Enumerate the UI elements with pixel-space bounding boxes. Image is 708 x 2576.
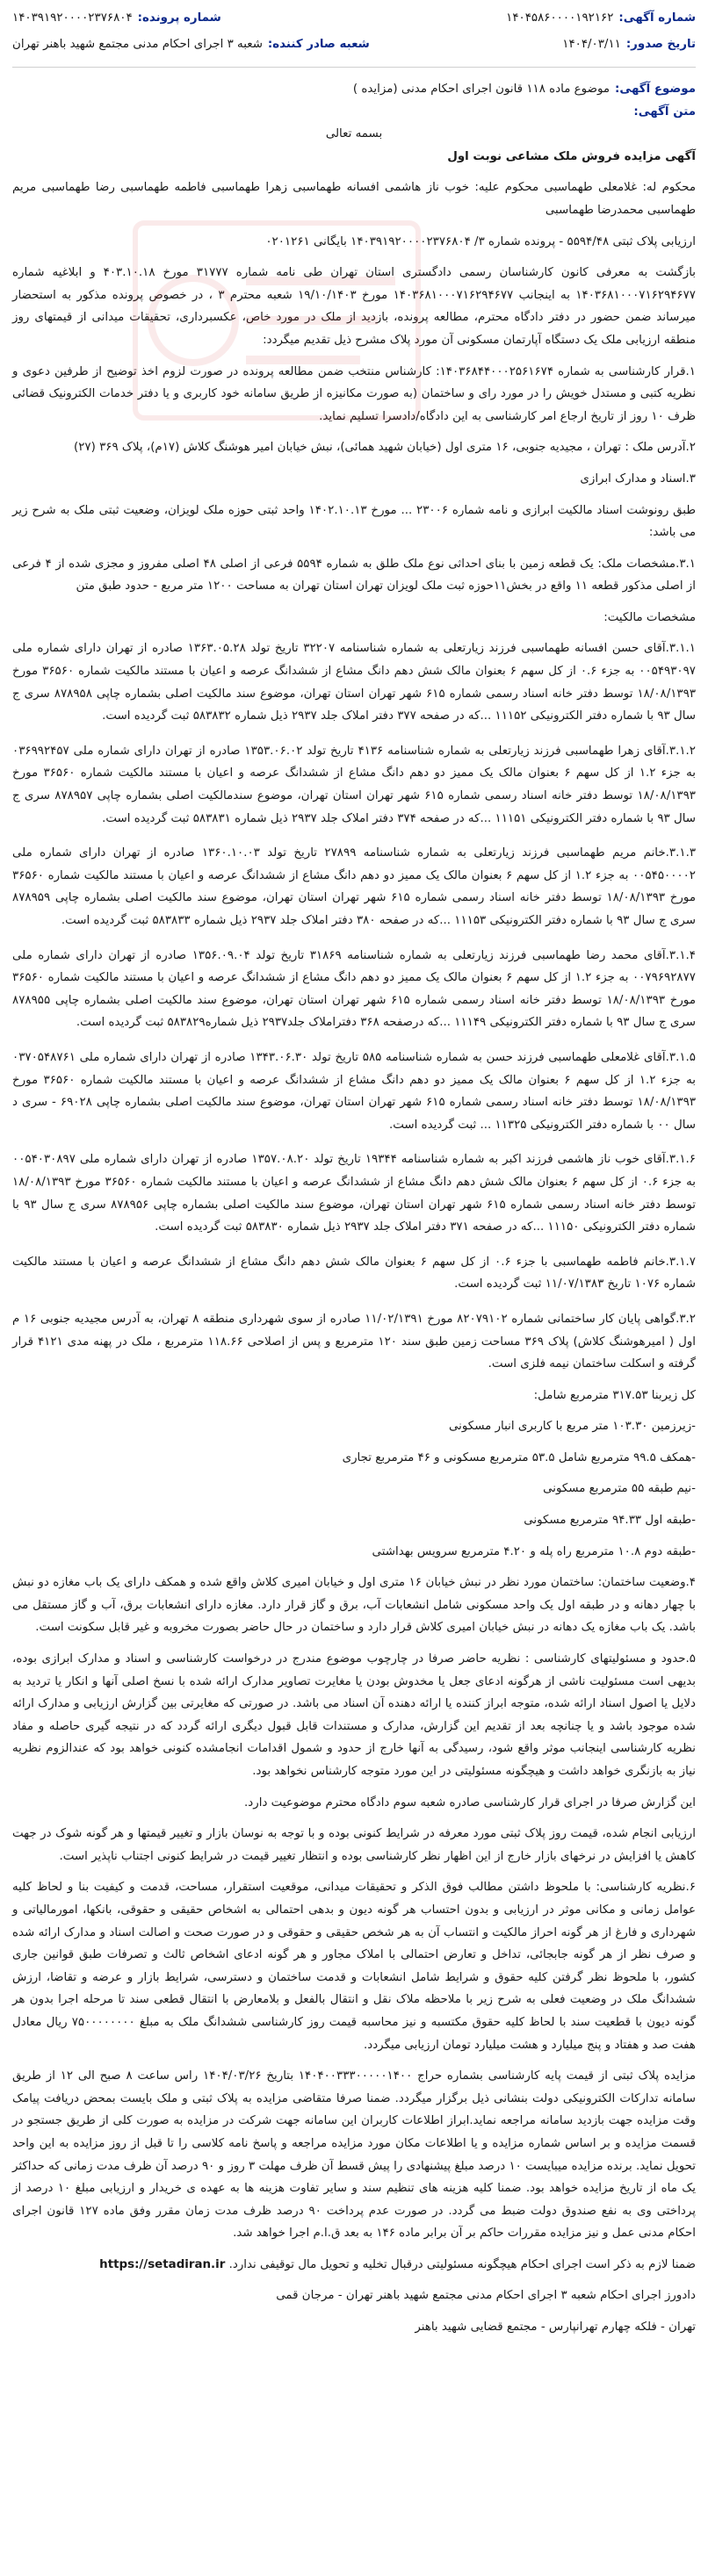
owner-3-1-7: ۳.۱.۷.خانم فاطمه طهماسبی با جزء ۰.۶ از کل سهم ۶ بعنوان مالک شش دهم دانگ مشاع از ششدانگ عرصه و اعیان با مستند مالکیت شماره ۱۰۷۶ تاریخ ۱۱/۰۷/۱۳۸۳ ثبت گردیده است. <box>12 1255 696 1292</box>
owner-3-1-4: ۳.۱.۴.آقای محمد رضا طهماسبی فرزند زیارتعلی به شماره شناسنامه ۳۱۸۶۹ تاریخ تولد ۱۳۵۶.۰۹.۰۴ صادره از تهران دارای شماره ملی ۰۰۷۹۶۹۲۸۷۷ به جزء ۱.۲ از کل سهم ۶ بعنوان مالک یک ممیز دو دهم دانگ مشاع از ششدانگ عرصه و اعیان با مستند مالکیت شماره ۳۶۵۶۰ مورخ ۱۸/۰۸/۱۳۹۳ توسط دفتر خانه اسناد رسمی شماره ۶۱۵ شهر تهران استان تهران، موضوع سند مالکیت اصلی بشماره چاپی ۸۷۸۹۵۵ سری ج سال ۹۳ با شماره دفتر الکترونیکی ۱۱۱۴۹ ...که درصفحه ۳۶۸ دفتراملاک جلد۲۹۳۷ ذیل شماره۵۸۳۸۲۹ ثبت گردیده است. <box>12 948 696 1030</box>
file-number-label: شماره پرونده: <box>137 11 221 25</box>
area-second-floor: -طبقه دوم ۱۰.۸ مترمربع راه پله و ۴.۲۰ مترمربع سرویس بهداشتی <box>372 1544 696 1558</box>
subject-row <box>12 78 696 101</box>
ad-number-label: شماره آگهی: <box>618 11 696 25</box>
section-2-address: ۲.آدرس ملک : تهران ، مجیدیه جنوبی، ۱۶ متری اول (خیابان شهید همائی)، نبش خیابان امیر هوشنگ کلاش (۱۷م)، پلاک ۳۶۹ (۲۷) <box>73 441 696 455</box>
owner-3-1-5: ۳.۱.۵.آقای غلامعلی طهماسبی فرزند حسن به شماره شناسنامه ۵۸۵ تاریخ تولد ۱۳۴۳.۰۶.۳۰ صادره از تهران دارای شماره ملی ۰۳۷۰۵۴۸۷۶۱ به جزء ۱.۲ از کل سهم ۶ بعنوان مالک یک ممیز دو دهم دانگ مشاع از ششدانگ عرصه و اعیان با مستند مالکیت شماره ۳۶۵۶۰ مورخ ۱۸/۰۸/۱۳۹۳ توسط دفتر خانه اسناد رسمی شماره ۶۱۵ شهر تهران استان تهران، موضوع سند مالکیت اصلی بشماره چاپی ۶۹۰۲۸ - سری د سال ۰۰ با شماره دفتر الکترونیکی ۱۱۳۲۵ ... ثبت گردیده است. <box>12 1050 697 1132</box>
subject-value: موضوع ماده ۱۱۸ قانون اجرای احکام مدنی (مزایده ) <box>352 83 610 96</box>
issue-date: ۱۴۰۴/۰۳/۱۱ <box>562 38 621 52</box>
notice-body <box>12 146 696 2339</box>
section-4-building-status: ۴.وضعیت ساختمان: ساختمان مورد نظر در نبش خیابان ۱۶ متری اول و خیابان امیری کلاش واقع شده و همکف دارای یک باب مغازه دو نبش با چهار دهانه و در طبقه اول یک واحد مسکونی شامل انشعابات آب، برق و گاز قرار دارد. مغازه دارای انشعابات برق، آب و گاز مستقل می باشد. یک باب مغازه یک دهانه در نبش خیابان امیری کلاش قرار دارد و ساختمان در حال حاضر بصورت مخروبه و غیر قابل سکونت است. <box>12 1576 696 1635</box>
header-divider <box>12 67 696 68</box>
text-label: متن آگهی: <box>633 104 696 119</box>
owner-3-1-6: ۳.۱.۶.آقای خوب ناز هاشمی فرزند اکبر به شماره شناسنامه ۱۹۳۴۴ تاریخ تولد ۱۳۵۷.۰۸.۲۰ صادره از تهران دارای شماره ملی ۰۰۵۴۰۳۰۸۹۷ به جزء ۰.۶ از کل سهم ۶ بعنوان مالک شش دهم دانگ مشاع از ششدانگ عرصه و اعیان با مستند مالکیت شماره ۳۶۵۶۰ مورخ ۱۸/۰۸/۱۳۹۳ توسط دفتر خانه اسناد رسمی شماره ۶۱۵ شهر تهران استان تهران، موضوع سند مالکیت اصلی بشماره چاپی ۸۷۸۹۵۶ سری ج سال ۹۳ با شماره دفتر الکترونیکی ۱۱۱۵۰ ...که در صفحه ۳۷۱ دفتر املاک جلد ۲۹۳۷ ذیل شماره ۵۸۳۸۳۰ ثبت گردیده است. <box>12 1153 696 1234</box>
issuing-branch-block <box>12 33 370 56</box>
signoff-line-2: تهران - فلکه چهارم تهرانپارس - مجتمع قضایی شهید باهنر <box>415 2321 696 2335</box>
auction-terms: مزایده پلاک ثبتی از قیمت پایه کارشناسی بشماره حراج ۱۴۰۴۰۰۳۳۳۰۰۰۰۰۱۴۰۰ بتاریخ ۱۴۰۴/۰۳/۲۶ راس ساعت ۸ صبح الی ۱۲ از طریق سامانه تدارکات الکترونیکی دولت بنشانی ذیل برگزار میگردد. ضمنا صرفا متقاضی مزایده به پلاک ثبتی و ملک بایست بمحض دریافت پیامک وقت مزایده جهت بازدید سامانه مراجعه نماید.ابراز اطلاعات کاربران این سامانه جهت شرکت در مزایده به صورت کلی از طریق جستجو در قسمت مزایده و بر اساس شماره مزایده و یا اطلاعات مکان مورد مزایده مراجعه و پاسخ نامه کلاسی را تا قبل از روز مزایده به این واحد تحویل نماید. برنده مزایده میبایست ۱۰ درصد مبلغ پیشنهادی را پیش قسط آن ظرف مهلت ۳ روز و ۹۰ درصد آن ظرف مدت زمانی که حداکثر یک ماه از تاریخ مزایده خواهد بود. ضمنا کلیه هزینه های تنظیم سند و سایر تفاوت هزینه ها به عهده ی خریدار و ارزیابی مبلغ ۱۰ درصد از پرداختی وی به نفع صندوق دولت ضبط می گردد. در صورت عدم پرداخت ۹۰ درصد ظرف مدت زمان مقرر وفق ماده ۱۲۷ قانون اجرای احکام مدنی عمل و نیز مزایده مقررات حاکم بر آن برابر ماده ۱۴۶ به بعد ق.ا.م اجرا خواهد شد. <box>12 2069 697 2241</box>
owner-3-1-3: ۳.۱.۳.خانم مریم طهماسبی فرزند زیارتعلی به شماره شناسنامه ۲۷۸۹۹ تاریخ تولد ۱۳۶۰.۱۰.۰۳ صادره از تهران دارای شماره ملی ۰۰۵۴۵۰۰۰۰۲ به جزء ۱.۲ از کل سهم ۶ بعنوان مالک یک ممیز دو دهم دانگ مشاع از ششدانگ عرصه و اعیان با مستند مالکیت شماره ۳۶۵۶۰ مورخ ۱۸/۰۸/۱۳۹۳ توسط دفتر خانه اسناد رسمی شماره ۶۱۵ شهر تهران استان تهران، موضوع سند مالکیت اصلی بشماره چاپی ۸۷۸۹۵۹ سری ج سال ۹۳ با شماره دفتر الکترونیکی ۱۱۱۵۳ ...که در صفحه ۳۸۰ دفتر املاک جلد ۲۹۳۷ ذیل شماره ۵۸۳۸۳۳ ثبت گردیده است. <box>12 846 697 927</box>
total-area: کل زیربنا ۳۱۷.۵۳ مترمربع شامل: <box>533 1388 696 1402</box>
section-6-expert-opinion: ۶.نظریه کارشناسی: با ملحوظ داشتن مطالب فوق الذکر و تحقیقات میدانی، موقعیت استقرار، مساحت، قدمت و کیفیت بنا و لحاظ کلیه عوامل زمانی و مکانی موثر در ارزیابی و بدون احتساب هر گونه دیون و بدهی احتمالی به اشخاص حقیقی و حقوقی، بانکها، امورمالیاتی و شهرداری و فارغ از هر گونه احراز مالکیت و انتساب آن به هر شخص حقیقی و حقوقی و در صورت صحت و اصالت اسناد و مدارک ارائه شده و صرف نظر از هر گونه جابجائی، تداخل و تعارض احتمالی با املاک مجاور و هر گونه ادعای اشخاص ثالث و تصرفات طبق قوانین جاری کشور، با ملحوظ نظر گرفتن کلیه حقوق و شرایط شامل انشعابات و قدمت ساختمان و دسترسی، شرایط بازار و عرضه و تقاضا، ارزش ششدانگ ملک در وضعیت فعلی به شرح زیر با ملاحظه ملاک نقل و انتقال بالفعل و بلامعارض با انتقال قطعی سند تا مرحله اجرا بدون هر گونه دیون با قطعیت سند با لحاظ کلیه حقوق مکتسبه و نیز محاسبه قیمت روز کارشناسی ششدانگ ملک به مبلغ ۷۵۰۰۰۰۰۰۰۰ ریال معادل هفت صد و هفتاد و پنج میلیارد و هشت میلیارد تومان ارزیابی میگردد. <box>12 1881 696 2052</box>
subject-label: موضوع آگهی: <box>615 83 696 96</box>
area-basement: -زیرزمین ۱۰۳.۳۰ متر مربع با کاربری انبار مسکونی <box>449 1420 696 1434</box>
section-5-limits: ۵.حدود و مسئولیتهای کارشناسی : نظریه حاضر صرفا در چارچوب موضوع مندرج در درخواست کارشناسی و اسناد و مدارک ابرازی بوده، بدیهی است مسئولیت ناشی از هرگونه ادعای جعل یا مخدوش بودن یا مغایرت تصاویر مدارک ارائه شده با نسخ اصلی آنها و انکار یا تردید به دلایل یا اصول اسناد ارائه شده، متوجه ابراز کننده یا ارائه دهنده آن اسناد می باشد. در صورتی که مغایرتی بین گزارش ارزیابی و مدارک ارائه شده موجود باشد و یا چنانچه بعد از تقدیم این گزارش، مدارک و مستندات قابل قبول دیگری ارائه گردد که در نتیجه گیری حاصله و مفاد نظریه کارشناسی اینجانب موثر واقع شود، رسیدگی به آنها خارج از حدود و شمول اقدامات انجامشده کنونی خواهد بود که عندالزوم نظریه نیاز به بازنگری خواهد داشت و هیچگونه مسئولیتی در این مورد متوجه کارشناس نخواهد بود. <box>12 1652 696 1778</box>
issuing-branch-label: شعبه صادر کننده: <box>267 38 370 52</box>
setadiran-link[interactable]: https://setadiran.ir <box>99 2257 226 2271</box>
signoff-line-1: دادورز اجرای احکام شعبه ۳ اجرای احکام مدنی مجتمع شهید باهنر تهران - مرجان قمی <box>276 2289 696 2303</box>
ownership-heading: مشخصات مالکیت: <box>603 610 696 624</box>
report-scope: این گزارش صرفا در اجرای قرار کارشناسی صادره شعبه سوم دادگاه محترم موضوعیت دارد. <box>244 1795 696 1810</box>
issue-date-block <box>562 33 696 56</box>
area-first-floor: -طبقه اول ۹۴.۳۳ مترمربع مسکونی <box>524 1514 696 1528</box>
header-row-2 <box>12 32 696 58</box>
section-3-1-property: ۳.۱.مشخصات ملک: یک قطعه زمین با بنای احداثی نوع ملک طلق به شماره ۵۵۹۴ فرعی از اصلی ۴۸ اصلی مفروز و مجزی شده از ۴ فرعی از اصلی مذکور قطعه ۱۱ واقع در بخش۱۱حوزه ثبت ملک لویزان تهران استان تهران به مساحت ۱۲۰۰ متر مربع - حدود طبق متن <box>12 557 697 594</box>
issuing-branch: شعبه ۳ اجرای احکام مدنی مجتمع شهید باهنر تهران <box>12 38 263 52</box>
section-3-heading: ۳.اسناد و مدارک ابرازی <box>580 471 696 486</box>
parties: محکوم له: غلامعلی طهماسبی محکوم علیه: خوب ناز هاشمی افسانه طهماسبی زهرا طهماسبی فاطمه طهماسبی رضا طهماسبی مریم طهماسبی محمدرضا طهماسبی <box>12 181 696 217</box>
section-3-intro: طبق رونوشت اسناد مالکیت ابرازی و نامه شماره ۲۳۰۰۶ ... مورخ ۱۴۰۲.۱۰.۱۳ واحد ثبتی حوزه ملک لویزان، وضعیت ثبتی ملک به شرح زیر می باشد: <box>12 503 696 540</box>
intro-paragraph: بازگشت به معرفی کانون کارشناسان رسمی دادگستری استان تهران طی نامه شماره ۳۱۷۷۷ مورخ ۴۰۳.۱۰.۱۸ و ابلاغیه شماره ۱۴۰۳۶۸۱۰۰۰۷۱۶۲۹۴۶۷۷ به اینجانب ۱۴۰۳۶۸۱۰۰۰۷۱۶۲۹۴۶۷۷ مورخ ۱۹/۱۰/۱۴۰۳ شعبه محترم ۳ ، در خصوص پرونده مذکور به استحضار میرساند ضمن حضور در دفتر دادگاه محترم، مطالعه پرونده، بازدید از ملک در مورد خاص، عکسبرداری، تحقیقات میدانی از قیمتهای روز منطقه ارزیابی ملک یک دستگاه آپارتمان مسکونی آن مورد پلاک مشرح ذیل تقدیم میگردد: <box>12 266 697 347</box>
ad-number: ۱۴۰۴۵۸۶۰۰۰۰۱۹۲۱۶۲ <box>506 11 614 25</box>
owner-3-1-2: ۳.۱.۲.آقای زهرا طهماسبی فرزند زیارتعلی به شماره شناسنامه ۴۱۳۶ تاریخ تولد ۱۳۵۳.۰۶.۰۲ صادره از تهران دارای شماره ملی ۰۳۶۹۹۲۴۵۷ به جزء ۱.۲ از کل سهم ۶ بعنوان مالک یک ممیز دو دهم دانگ مشاع از ششدانگ عرصه و اعیان با مستند مالکیت شماره ۳۶۵۶۰ مورخ ۱۸/۰۸/۱۳۹۳ توسط دفتر خانه اسناد رسمی شماره ۶۱۵ شهر تهران استان تهران، موضوع سندمالکیت اصلی بشماره چاپی ۸۷۸۹۵۷ سری ج سال ۹۳ با شماره دفتر الکترونیکی ۱۱۱۵۱ ...که در صفحه ۳۷۴ دفتر املاک جلد ۲۹۳۷ ذیل شماره ۵۸۳۸۳۱ ثبت گردیده است. <box>12 744 696 825</box>
plate-reference: ارزیابی پلاک ثبتی ۵۵۹۴/۴۸ - پرونده شماره ۳/ ۱۴۰۳۹۱۹۲۰۰۰۰۲۳۷۶۸۰۴ بایگانی ۰۲۰۱۲۶۱ <box>265 234 696 248</box>
section-1-order: ۱.قرار کارشناسی به شماره ۱۴۰۳۶۸۴۴۰۰۰۲۵۶۱۶۷۴: کارشناس منتخب ضمن مطالعه پرونده در صورت لزوم اخذ توضیح از طرفین دعوی و نظریه کتبی و مستدل خویش را در مورد رای و ساختمان (به صورت مکانیزه از طریق سامانه خود کاربری و یا دفتر خدمات الکترونیک قضائی ظرف ۱۰ روز از تاریخ ارجاع امر کارشناسی به این دادگاه/دادسرا تسلیم نماید. <box>12 364 696 423</box>
area-ground-floor: -همکف ۹۹.۵ مترمربع شامل ۵۳.۵ مترمربع مسکونی و ۴۶ مترمربع تجاری <box>342 1450 696 1464</box>
area-mezzanine: -نیم طبقه ۵۵ مترمربع مسکونی <box>543 1482 696 1496</box>
ad-number-block <box>506 7 696 30</box>
issue-date-label: تاریخ صدور: <box>625 38 696 52</box>
file-number: ۱۴۰۳۹۱۹۲۰۰۰۰۲۳۷۶۸۰۴ <box>12 11 133 25</box>
bismillah: بسمه تعالی <box>325 127 383 141</box>
owner-3-1-1: ۳.۱.۱.آقای حسن افسانه طهماسبی فرزند زیارتعلی به شماره شناسنامه ۳۲۲۰۷ تاریخ تولد ۱۳۶۳.۰۵.۲۸ صادره از تهران دارای شماره ملی ۰۰۵۴۹۳۰۹۷ به جزء ۰.۶ از کل سهم ۶ بعنوان مالک شش دهم دانگ مشاع از ششدانگ عرصه و اعیان با مستند مالکیت شماره ۳۶۵۶۰ مورخ ۱۸/۰۸/۱۳۹۳ توسط دفتر خانه اسناد رسمی شماره ۶۱۵ شهر تهران استان تهران، موضوع سند مالکیت اصلی بشماره چاپی ۸۷۸۹۵۸ سری ج سال ۹۳ با شماره دفتر الکترونیکی ۱۱۱۵۲ ...که در صفحه ۳۷۷ دفتر املاک جلد ۲۹۳۷ ذیل شماره ۵۸۳۸۳۲ ثبت گردیده است. <box>12 642 697 723</box>
liability-note <box>12 2254 696 2277</box>
text-label-row <box>12 101 696 124</box>
section-3-2-certificate: ۳.۲.گواهی پایان کار ساختمانی شماره ۸۲۰۷۹۱۰۲ مورخ ۱۱/۰۲/۱۳۹۱ صادره از سوی شهرداری منطقه ۸ تهران، به آدرس مجیدیه جنوبی ۱۶ م اول ( امیرهوشنگ کلاش) پلاک ۳۶۹ مساحت زمین طبق سند ۱۲۰ مترمربع و پس از اصلاحی ۱۱۸.۶۶ مترمربع ، ملک در پهنه مدی ۴۱۲۱ قرار گرفته و اسکلت ساختمان نیمه فلزی است. <box>12 1312 697 1371</box>
file-number-block <box>12 7 221 30</box>
header-row-1 <box>12 5 696 32</box>
liability-text: ضمنا لازم به ذکر است اجرای احکام هیچگونه مسئولیتی درقبال تخلیه و تحویل مال توقیفی ندارد. <box>228 2257 696 2271</box>
valuation-note: ارزیابی انجام شده، قیمت روز پلاک ثبتی مورد معرفه در شرایط کنونی بوده و با توجه به نوسان بازار و تغییر قیمتها و هر گونه شوک در جهت کاهش یا افزایش در نرخهای بازار خارج از این اظهار نظر کارشناسی بوده و انتظار تغییر قیمت در شرایط کنونی اجتناب ناپذیر است. <box>12 1827 696 1863</box>
notice-title: آگهی مزایده فروش ملک مشاعی نوبت اول <box>447 149 696 163</box>
